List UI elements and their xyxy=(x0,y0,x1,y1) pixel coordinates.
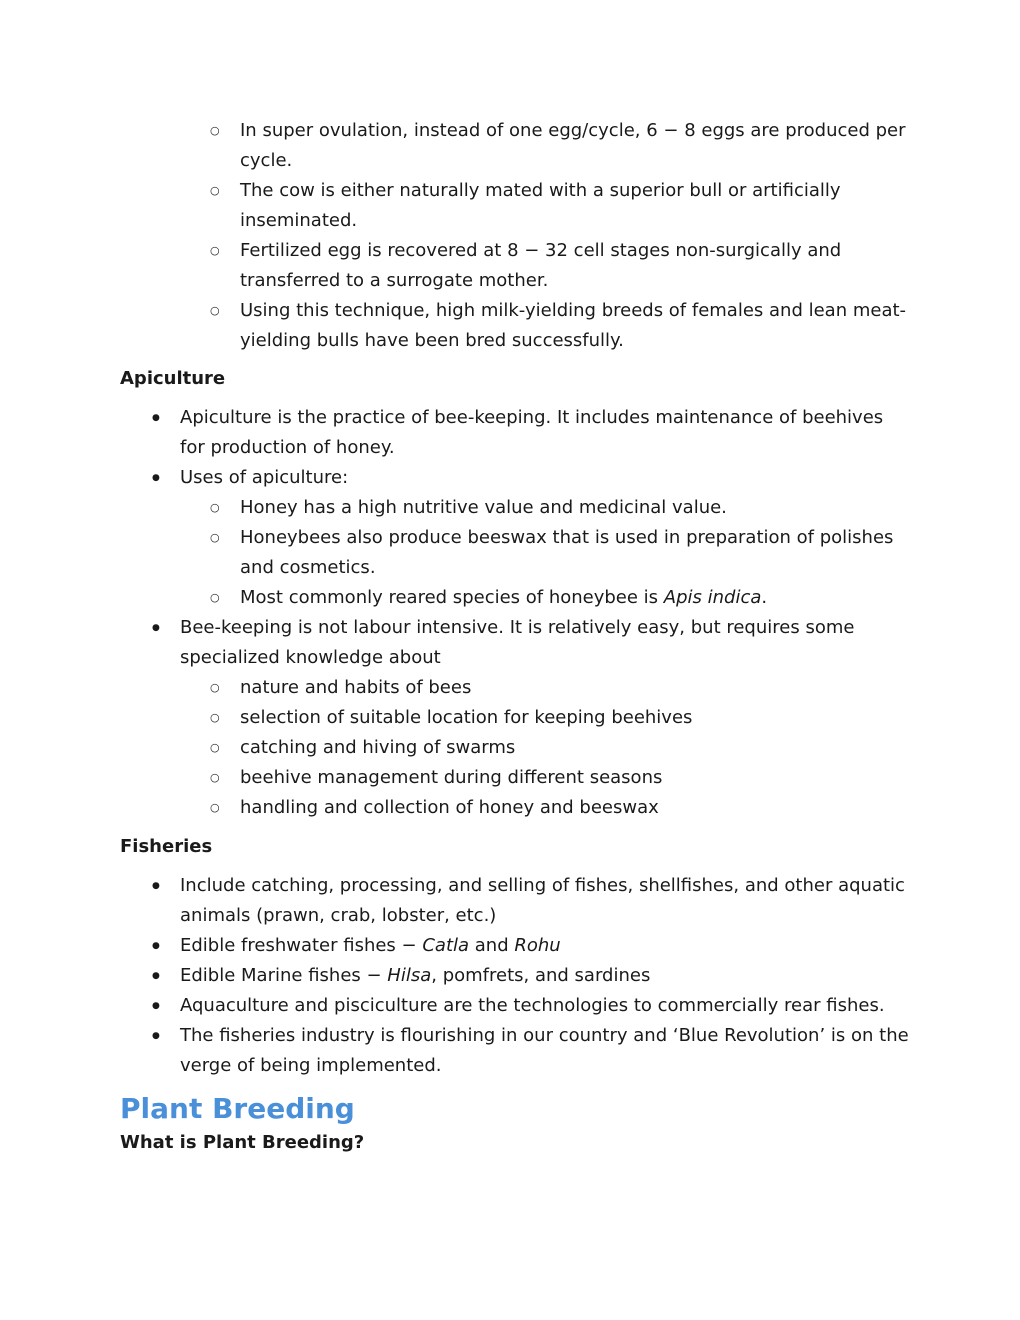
list-item: ○ The cow is either naturally mated with a superior bull or artificially inseminated. xyxy=(240,176,910,236)
plant-breeding-subheading: What is Plant Breeding? xyxy=(120,1132,365,1153)
species-name: Apis indica xyxy=(663,587,762,608)
list-item: ○ nature and habits of bees xyxy=(240,673,910,703)
moet-list xyxy=(240,116,910,356)
list-item: ○ In super ovulation, instead of one egg/cycle, 6 − 8 eggs are produced per cycle. xyxy=(240,116,910,176)
list-item: ○ Honey has a high nutritive value and medicinal value. xyxy=(240,493,910,523)
list-item xyxy=(180,931,910,961)
list-item: ○ Using this technique, high milk-yielding breeds of females and lean meat-yielding bulls have been bred successfully. xyxy=(240,296,910,356)
text-suffix: , pomfrets, and sardines xyxy=(431,965,651,986)
knowledge-list xyxy=(240,673,910,823)
list-item-text: Uses of apiculture: xyxy=(180,467,349,488)
plant-breeding-title: Plant Breeding xyxy=(120,1092,355,1125)
plant-breeding-section xyxy=(0,1091,1020,1158)
list-item: ○ catching and hiving of swarms xyxy=(240,733,910,763)
list-item: ● The fisheries industry is flourishing in our country and ‘Blue Revolution’ is on the verge of being implemented. xyxy=(180,1021,910,1081)
list-item: ○ beehive management during different seasons xyxy=(240,763,910,793)
text-mid: and xyxy=(469,935,515,956)
list-item xyxy=(180,403,910,463)
fisheries-section xyxy=(0,832,1020,1081)
apiculture-heading: Apiculture xyxy=(120,368,226,389)
fisheries-heading: Fisheries xyxy=(120,836,213,857)
species-name: Catla xyxy=(422,935,470,956)
list-item: ○ handling and collection of honey and beeswax xyxy=(240,793,910,823)
list-item xyxy=(180,613,910,823)
list-item: ○ selection of suitable location for keeping beehives xyxy=(240,703,910,733)
uses-list xyxy=(240,493,910,613)
text-prefix: Edible Marine fishes − xyxy=(180,965,388,986)
list-item xyxy=(180,463,910,613)
list-item: ● Aquaculture and pisciculture are the technologies to commercially rear fishes. xyxy=(180,991,910,1021)
apiculture-section xyxy=(0,364,1020,823)
list-item: ○ Honeybees also produce beeswax that is used in preparation of polishes and cosmetics. xyxy=(240,523,910,583)
list-item: ○ Fertilized egg is recovered at 8 − 32 cell stages non-surgically and transferred to a surrogate mother. xyxy=(240,236,910,296)
list-item-text: Bee-keeping is not labour intensive. It is relatively easy, but requires some specialized knowledge about xyxy=(180,617,855,668)
apiculture-list xyxy=(180,403,910,823)
species-name: Hilsa xyxy=(387,965,432,986)
text-prefix: Edible freshwater fishes − xyxy=(180,935,423,956)
moet-section xyxy=(0,116,1020,356)
list-item xyxy=(240,583,910,613)
list-item xyxy=(180,961,910,991)
list-item-text: Apiculture is the practice of bee-keeping. It includes maintenance of beehives for production of honey. xyxy=(180,407,884,458)
list-item: ● Include catching, processing, and selling of fishes, shellfishes, and other aquatic animals (prawn, crab, lobster, etc.) xyxy=(180,871,910,931)
text-prefix: Most commonly reared species of honeybee is xyxy=(240,587,664,608)
species-name: Rohu xyxy=(514,935,561,956)
fisheries-list xyxy=(180,871,910,1081)
text-suffix: . xyxy=(761,587,768,608)
